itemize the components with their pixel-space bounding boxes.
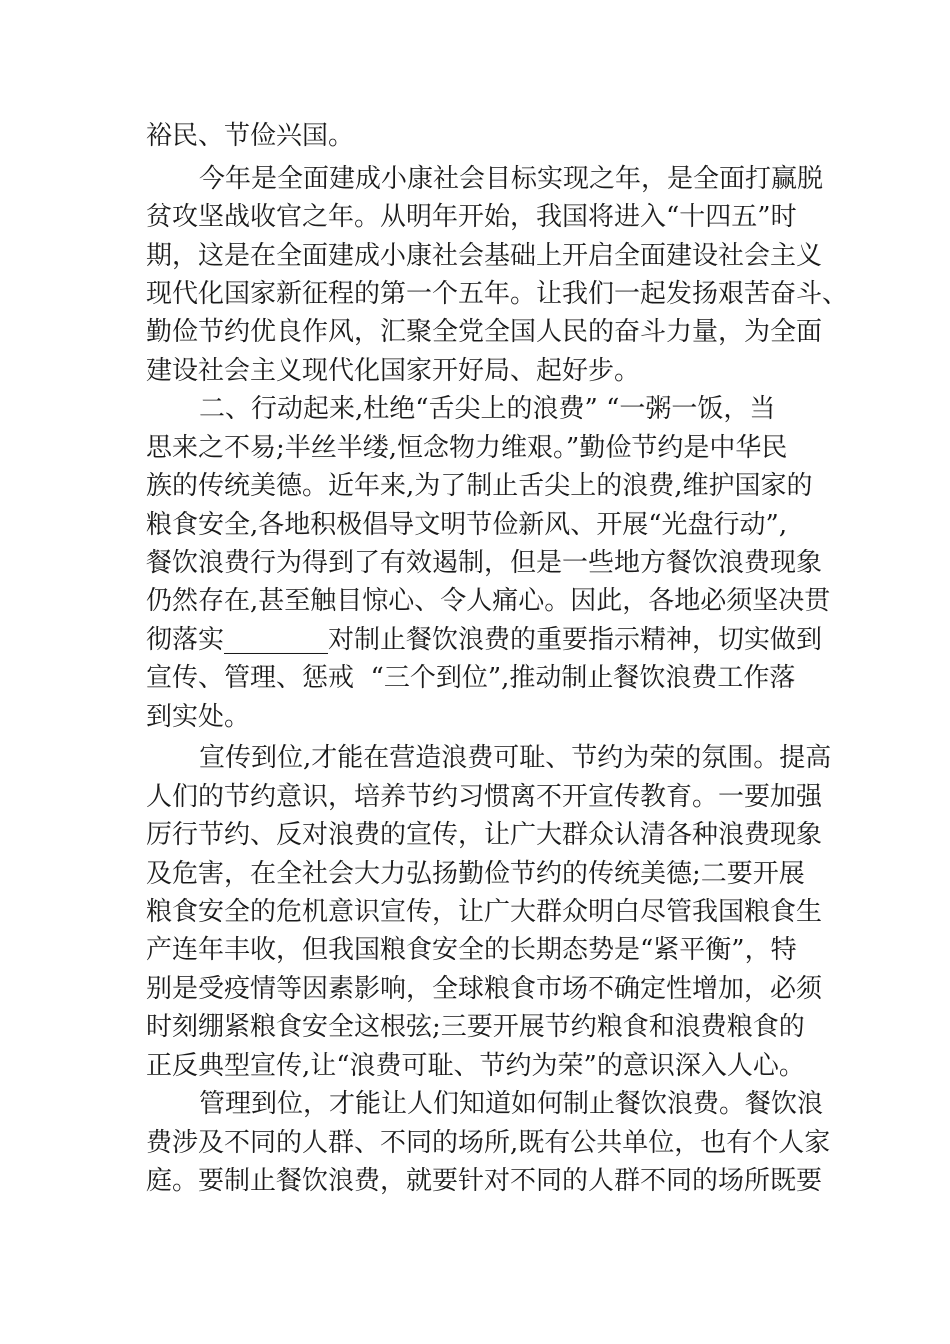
text-line: 粮食安全的危机意识宣传，让广大群众明白尽管我国粮食生 bbox=[146, 897, 823, 927]
text-line: 建设社会主义现代化国家开好局、起好步。 bbox=[146, 356, 641, 386]
text-line: 到实处。 bbox=[146, 702, 251, 732]
text-line: 时刻绷紧粮食安全这根弦;三要开展节约粮食和浪费粮食的 bbox=[146, 1012, 805, 1042]
text-line: 费涉及不同的人群、不同的场所,既有公共单位，也有个人家 bbox=[146, 1128, 831, 1158]
text-line: 裕民、节俭兴国。 bbox=[146, 121, 355, 151]
text-line: 人们的节约意识，培养节约习惯离不开宣传教育。一要加强 bbox=[146, 782, 823, 812]
text-line: 别是受疫情等因素影响，全球粮食市场不确定性增加，必须 bbox=[146, 974, 823, 1004]
text-line: 餐饮浪费行为得到了有效遏制，但是一些地方餐饮浪费现象 bbox=[146, 548, 823, 578]
text-line: 正反典型宣传,让“浪费可耻、节约为荣”的意识深入人心。 bbox=[146, 1051, 805, 1081]
text-line: 期，这是在全面建成小康社会基础上开启全面建设社会主义 bbox=[146, 241, 823, 271]
text-line: 厉行节约、反对浪费的宣传，让广大群众认清各种浪费现象 bbox=[146, 820, 823, 850]
text-line: 产连年丰收，但我国粮食安全的长期态势是“紧平衡”，特 bbox=[146, 935, 797, 965]
text-line: 宣传、管理、惩戒 “三个到位”,推动制止餐饮浪费工作落 bbox=[146, 663, 796, 693]
text-line: 今年是全面建成小康社会目标实现之年，是全面打赢脱 bbox=[199, 164, 824, 194]
text-line: 现代化国家新征程的第一个五年。让我们一起发扬艰苦奋斗、 bbox=[146, 279, 849, 309]
text-line: 粮食安全,各地积极倡导文明节俭新风、开展“光盘行动”, bbox=[146, 510, 788, 540]
text-line: 仍然存在,甚至触目惊心、令人痛心。因此，各地必须坚决贯 bbox=[146, 586, 831, 616]
text-line: 族的传统美德。近年来,为了制止舌尖上的浪费,维护国家的 bbox=[146, 471, 813, 501]
text-line: 及危害，在全社会大力弘扬勤俭节约的传统美德;二要开展 bbox=[146, 859, 805, 889]
text-line: 勤俭节约优良作风，汇聚全党全国人民的奋斗力量，为全面 bbox=[146, 317, 823, 347]
text-line: 二、行动起来,杜绝“舌尖上的浪费” “一粥一饭，当 bbox=[199, 394, 776, 424]
text-line: 彻落实________对制止餐饮浪费的重要指示精神，切实做到 bbox=[146, 625, 823, 655]
text-line: 思来之不易;半丝半缕,恒念物力维艰。”勤俭节约是中华民 bbox=[146, 433, 788, 463]
text-line: 庭。要制止餐饮浪费，就要针对不同的人群不同的场所既要 bbox=[146, 1166, 823, 1196]
text-line: 贫攻坚战收官之年。从明年开始，我国将进入“十四五”时 bbox=[146, 202, 797, 232]
text-line: 宣传到位,才能在营造浪费可耻、节约为荣的氛围。提高 bbox=[199, 743, 832, 773]
text-line: 管理到位，才能让人们知道如何制止餐饮浪费。餐饮浪 bbox=[199, 1089, 824, 1119]
